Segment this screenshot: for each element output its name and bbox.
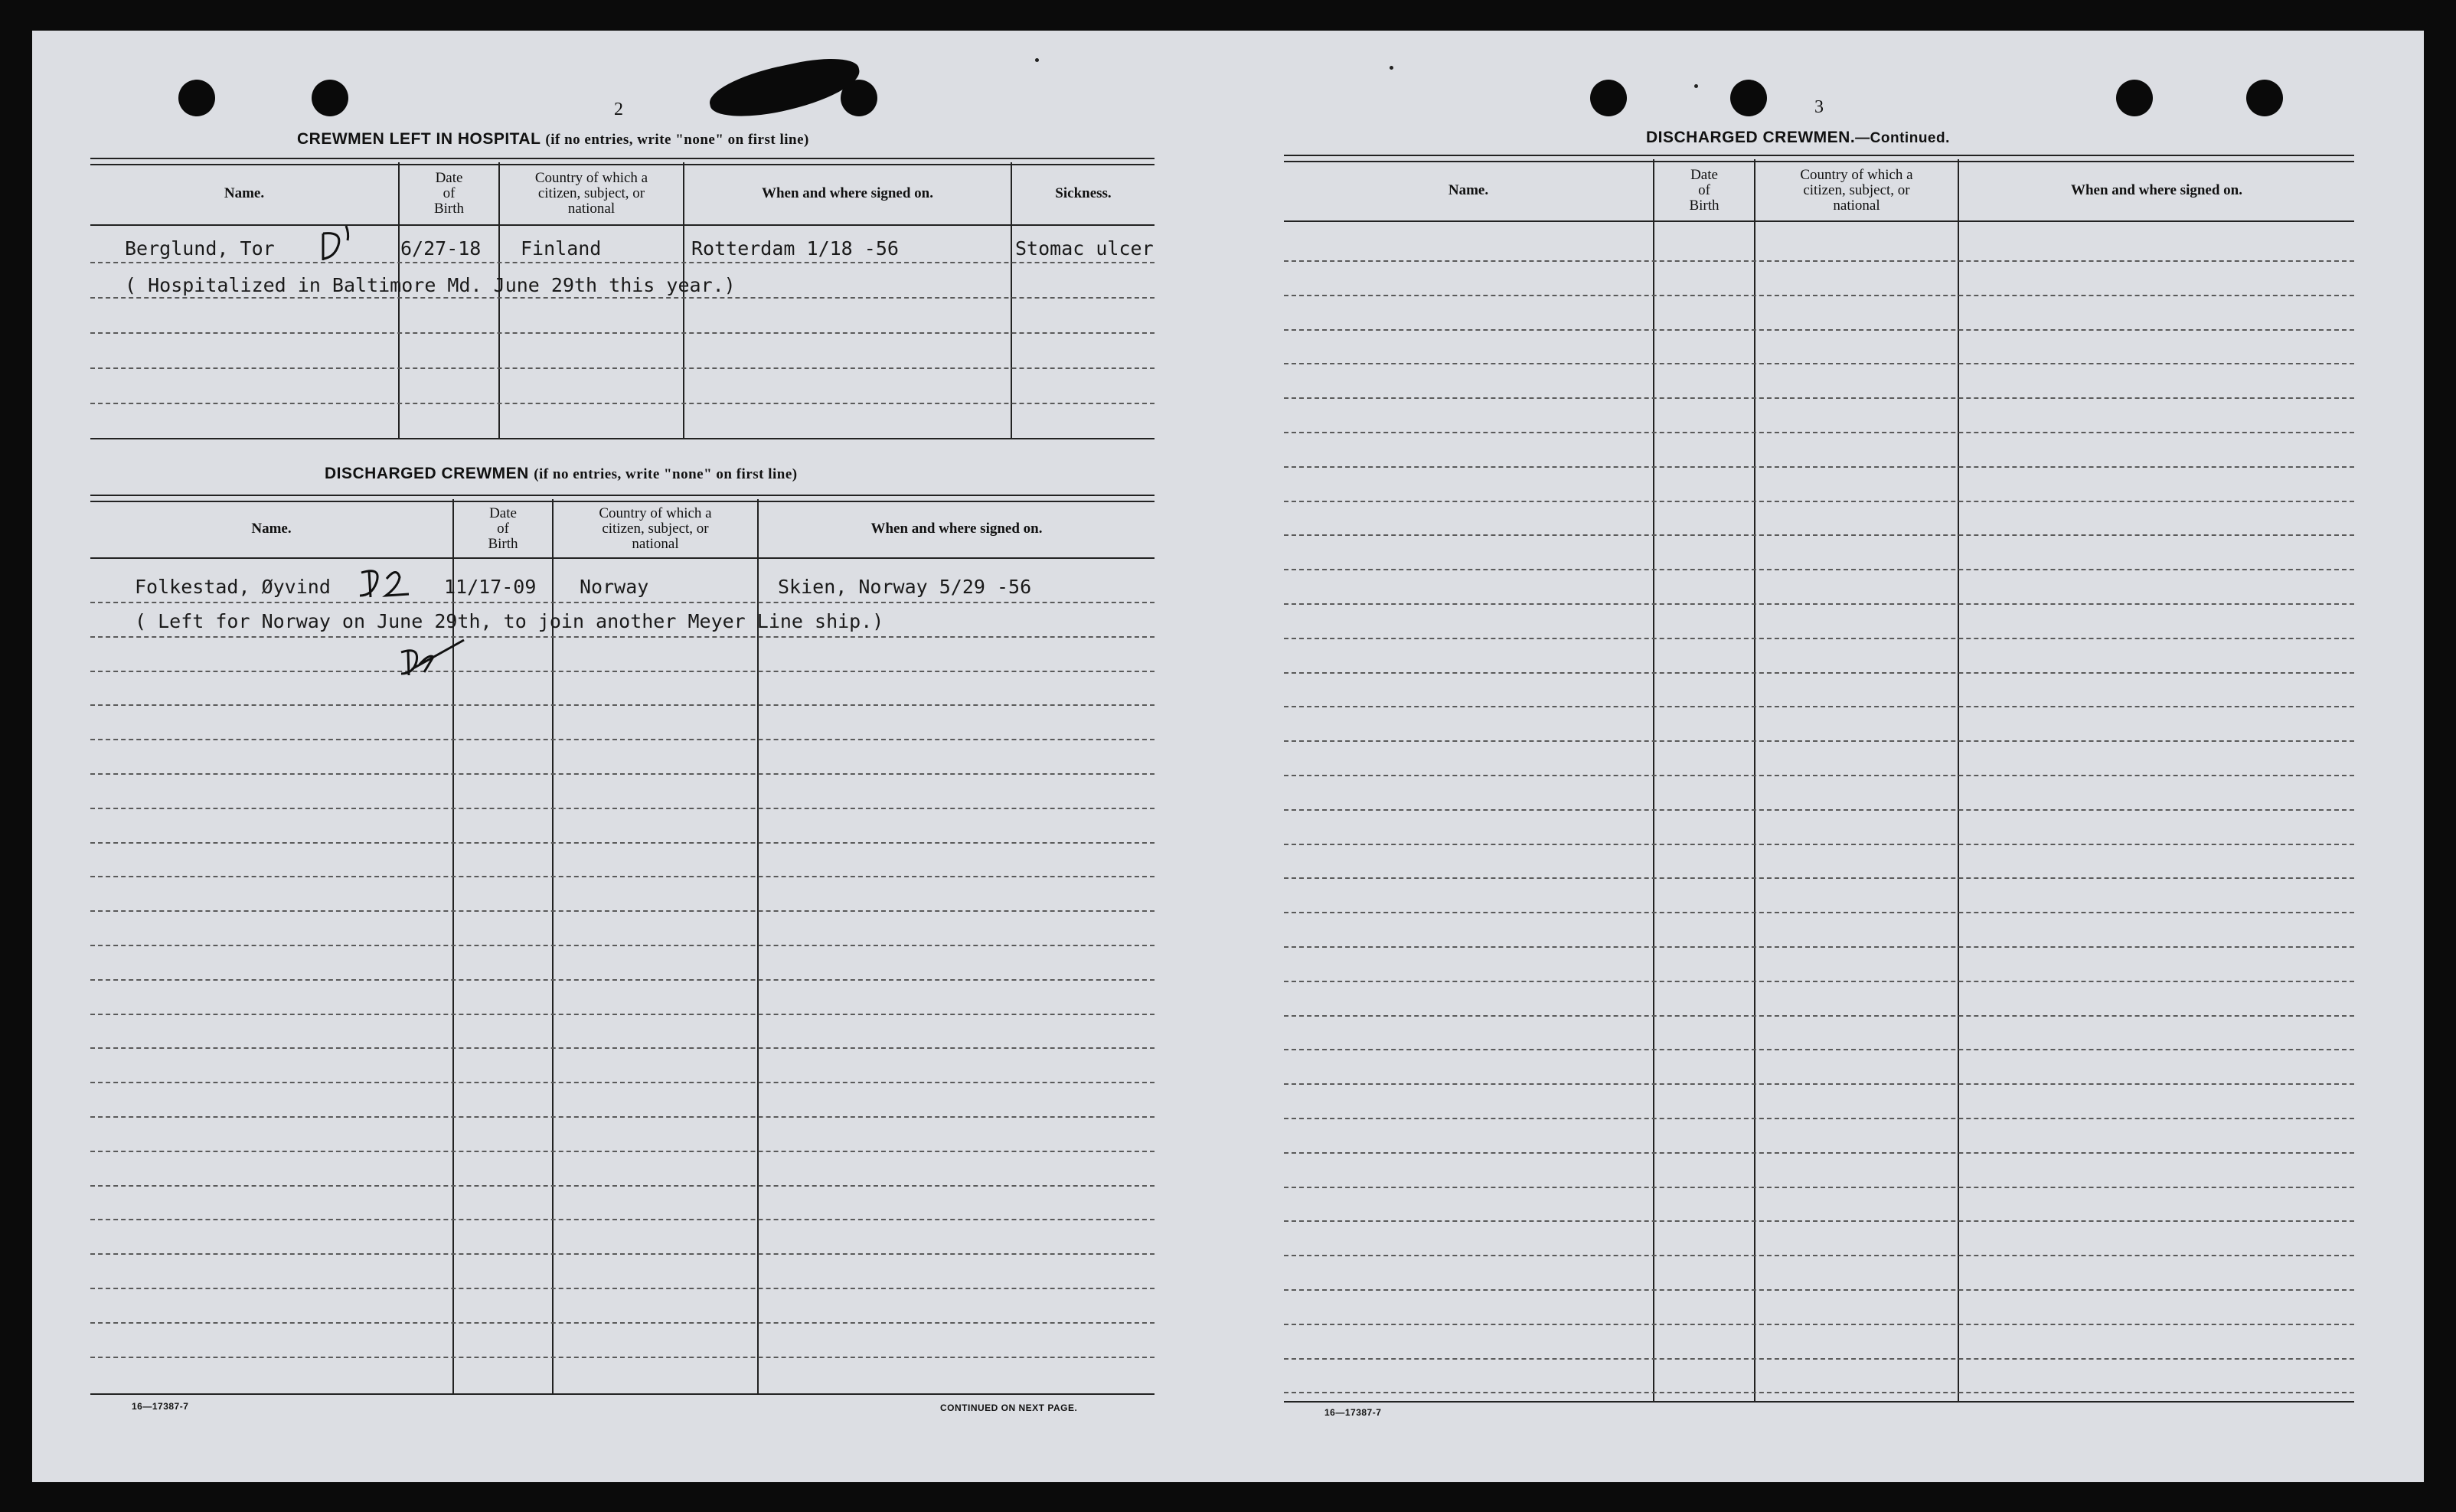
ruled-line — [1284, 1220, 2354, 1222]
hospital-title-note: (if no entries, write "none" on first line) — [545, 132, 809, 148]
punch-hole-4 — [1590, 80, 1627, 116]
ruled-line — [1284, 1015, 2354, 1017]
ruled-line — [90, 910, 1155, 912]
page-number-left: 2 — [614, 100, 623, 119]
punch-hole-6 — [2116, 80, 2153, 116]
hospital-header-name: Name. — [224, 185, 265, 201]
ruled-line — [1284, 706, 2354, 707]
form-number-left: 16—17387-7 — [132, 1401, 189, 1412]
form-sheet — [32, 31, 2424, 1482]
punch-hole-2 — [312, 80, 348, 116]
ruled-line — [90, 842, 1155, 844]
ruled-line — [1284, 466, 2354, 468]
ruled-line — [1284, 809, 2354, 811]
ruled-line — [90, 1253, 1155, 1255]
ruled-line — [1284, 501, 2354, 502]
ruled-line — [1284, 638, 2354, 639]
discharged-header-dob: Date of Birth — [488, 505, 518, 552]
right-title-text: DISCHARGED CREWMEN. — [1646, 129, 1856, 146]
ruled-line — [1284, 295, 2354, 296]
ruled-line — [90, 704, 1155, 706]
ruled-line — [90, 297, 1155, 299]
hospital-header-country: Country of which a citizen, subject, or national — [534, 170, 648, 217]
ruled-line — [90, 262, 1155, 263]
punch-hole-7 — [2246, 80, 2283, 116]
ruled-line — [90, 1082, 1155, 1083]
ruled-line — [1284, 260, 2354, 262]
handwritten-mark — [315, 222, 361, 268]
right-col-divider — [1754, 159, 1755, 1401]
ruled-line — [1284, 1358, 2354, 1360]
ruled-line — [90, 1151, 1155, 1152]
speck — [1694, 84, 1698, 88]
ruled-line — [1284, 569, 2354, 570]
ruled-line — [90, 367, 1155, 369]
right-col-divider — [1653, 159, 1654, 1401]
right-header-signed-on: When and where signed on. — [2070, 182, 2242, 198]
ruled-line — [1284, 1152, 2354, 1154]
discharged-title-note: (if no entries, write "none" on first line) — [534, 466, 798, 482]
handwritten-mark — [397, 637, 465, 683]
ruled-line — [1284, 775, 2354, 776]
ruled-line — [1284, 1083, 2354, 1085]
hospital-header-rule — [90, 224, 1155, 226]
speck — [1035, 58, 1039, 62]
hospital-header-sickness: Sickness. — [1055, 185, 1112, 201]
hospital-note: ( Hospitalized in Baltimore Md. June 29th this year.) — [125, 274, 736, 296]
speck — [1390, 66, 1393, 70]
punch-hole-5 — [1730, 80, 1767, 116]
ruled-line — [1284, 397, 2354, 399]
ruled-line — [90, 876, 1155, 877]
hospital-row-sickness: Stomac ulcer — [1015, 237, 1154, 260]
ruled-line — [1284, 877, 2354, 879]
ruled-line — [90, 773, 1155, 775]
ruled-line — [1284, 534, 2354, 536]
hospital-bottom-rule — [90, 438, 1155, 439]
discharged-note: ( Left for Norway on June 29th, to join another Meyer Line ship.) — [135, 610, 884, 632]
ruled-line — [1284, 1118, 2354, 1119]
right-col-divider — [1958, 159, 1959, 1401]
hospital-row-country: Finland — [521, 237, 602, 260]
ruled-line — [1284, 946, 2354, 948]
discharged-bottom-rule — [90, 1393, 1155, 1395]
ruled-line — [90, 403, 1155, 404]
discharged-header-country: Country of which a citizen, subject, or national — [599, 505, 712, 552]
hospital-section-title — [297, 130, 809, 149]
punch-hole-1 — [178, 80, 215, 116]
ruled-line — [90, 602, 1155, 603]
discharged-title-text: DISCHARGED CREWMEN — [325, 465, 529, 482]
ruled-line — [1284, 363, 2354, 364]
hospital-header-signed-on: When and where signed on. — [761, 185, 933, 201]
ruled-line — [1284, 844, 2354, 845]
page-number-right: 3 — [1814, 97, 1824, 117]
ruled-line — [1284, 1049, 2354, 1050]
ruled-line — [90, 808, 1155, 809]
discharged-row-signed-on: Skien, Norway 5/29 -56 — [778, 576, 1032, 598]
ruled-line — [1284, 1392, 2354, 1393]
right-bottom-rule — [1284, 1401, 2354, 1403]
hospital-row-signed-on: Rotterdam 1/18 -56 — [691, 237, 899, 260]
discharged-col-divider — [552, 499, 554, 1393]
ruled-line — [90, 1288, 1155, 1289]
ruled-line — [90, 1219, 1155, 1220]
ruled-line — [1284, 1289, 2354, 1291]
ruled-line — [1284, 740, 2354, 742]
discharged-row-dob: 11/17-09 — [444, 576, 537, 598]
discharged-row-country: Norway — [580, 576, 649, 598]
ruled-line — [1284, 329, 2354, 331]
ruled-line — [90, 739, 1155, 740]
discharged-header-name: Name. — [251, 521, 292, 537]
ruled-line — [1284, 981, 2354, 982]
hospital-row-dob: 6/27-18 — [400, 237, 482, 260]
ruled-line — [90, 671, 1155, 672]
discharged-header-rule — [90, 557, 1155, 559]
continued-note: CONTINUED ON NEXT PAGE. — [940, 1403, 1078, 1413]
ruled-line — [90, 636, 1155, 638]
ruled-line — [90, 1116, 1155, 1118]
ruled-line — [90, 979, 1155, 981]
ruled-line — [90, 1047, 1155, 1049]
discharged-row-name: Folkestad, Øyvind — [135, 576, 331, 598]
ruled-line — [1284, 603, 2354, 605]
ruled-line — [90, 1014, 1155, 1015]
hospital-header-dob: Date of Birth — [433, 170, 465, 217]
discharged-header-signed-on: When and where signed on. — [870, 521, 1043, 537]
handwritten-mark — [352, 562, 444, 608]
hospital-title-text: CREWMEN LEFT IN HOSPITAL — [297, 130, 541, 148]
discharged-section-title — [325, 465, 798, 483]
ruled-line — [1284, 1187, 2354, 1188]
ruled-line — [1284, 912, 2354, 913]
ruled-line — [1284, 432, 2354, 433]
ruled-line — [90, 332, 1155, 334]
ruled-line — [1284, 1324, 2354, 1325]
hospital-row-name: Berglund, Tor — [125, 237, 275, 260]
ruled-line — [90, 1322, 1155, 1324]
form-number-right: 16—17387-7 — [1324, 1407, 1382, 1418]
right-header-dob: Date of Birth — [1689, 167, 1720, 214]
ruled-line — [90, 1357, 1155, 1358]
discharged-col-divider — [757, 499, 759, 1393]
right-title-suffix: —Continued. — [1855, 130, 1950, 146]
right-header-country: Country of which a citizen, subject, or national — [1800, 167, 1913, 214]
discharged-col-divider — [452, 499, 454, 1393]
ruled-line — [90, 1185, 1155, 1187]
ruled-line — [1284, 672, 2354, 674]
right-header-rule — [1284, 220, 2354, 222]
right-header-name: Name. — [1448, 182, 1489, 198]
ruled-line — [90, 945, 1155, 946]
right-section-title — [1646, 129, 1950, 147]
ruled-line — [1284, 1255, 2354, 1256]
